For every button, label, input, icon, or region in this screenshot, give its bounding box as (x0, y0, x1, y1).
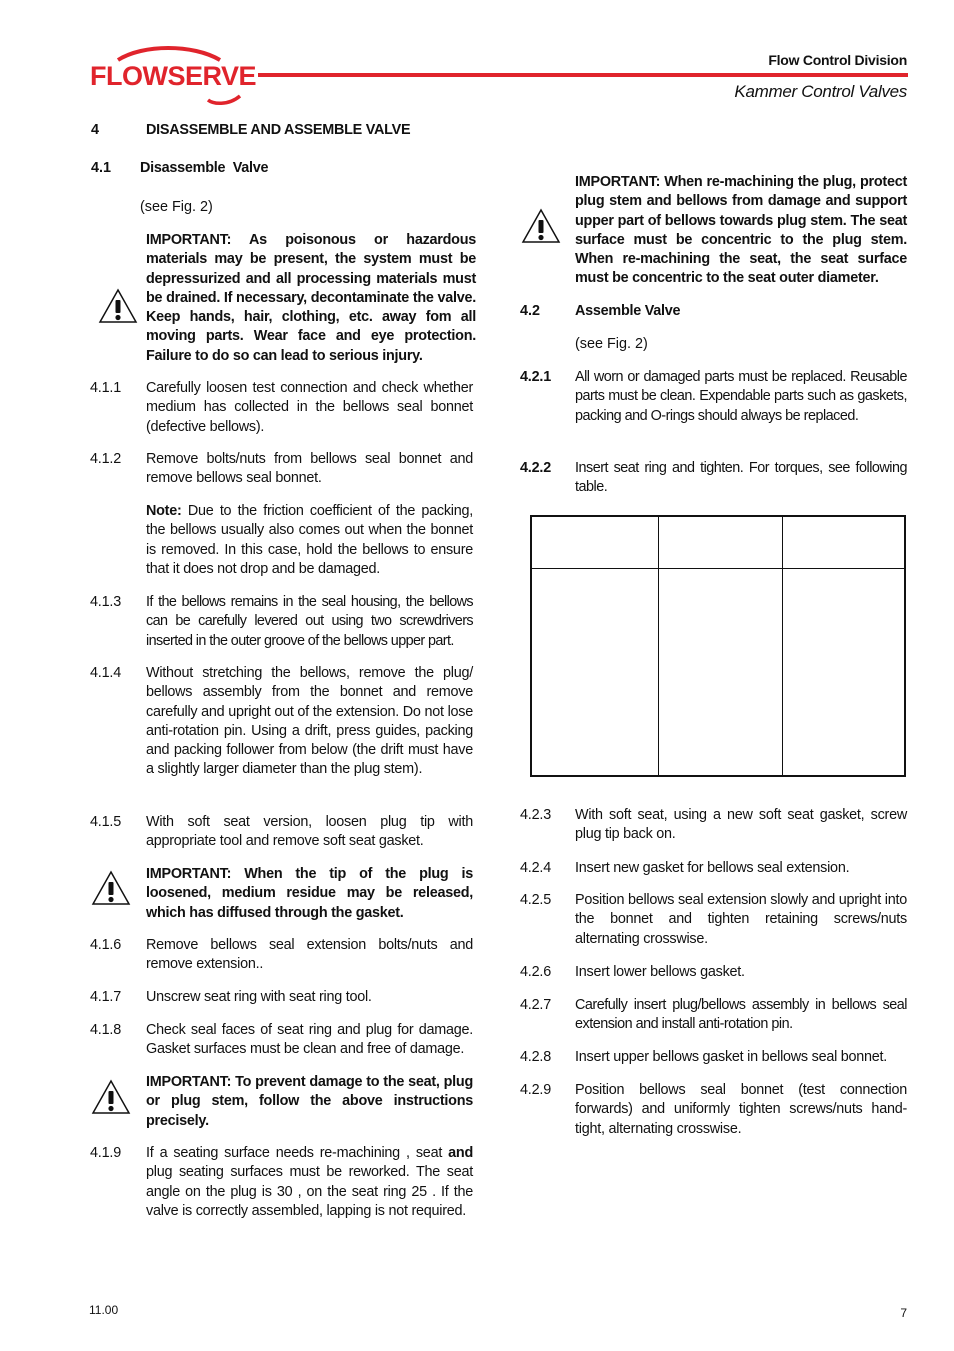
step-number: 4.1.2 (90, 451, 122, 467)
step-text: Carefully insert plug/bellows assembly in bellows seal extension and install anti-rotation pin. (575, 997, 907, 1033)
step-number: 4.2.6 (520, 964, 552, 980)
step-number: 4.1.6 (90, 937, 122, 953)
step-text: With soft seat version, loosen plug tip with appropriate tool and remove soft seat gasket. (146, 814, 473, 850)
step-text: Position bellows seal extension slowly and upright into the bonnet and tighten retaining screws/nuts alternating crosswise. (575, 892, 907, 947)
step-number: 4.1.9 (90, 1145, 122, 1161)
step-text: Unscrew seat ring with seat ring tool. (146, 989, 372, 1005)
step-number: 4.2.2 (520, 460, 552, 476)
step-text-part: plug seating surfaces must be reworked. The seat angle on the plug is 30 , on the seat ring 25 . If the valve is correctly assembled, lapping is not required. (146, 1164, 473, 1219)
subsection-number: 4.1 (91, 160, 112, 176)
warning-icon (521, 208, 561, 244)
warning-text: IMPORTANT: To prevent damage to the seat, plug or plug stem, follow the above instructions precisely. (146, 1074, 473, 1129)
see-fig-text: (see Fig. 2) (140, 199, 213, 215)
table-column-divider (658, 517, 659, 775)
warning-icon (91, 1079, 131, 1115)
step-number: 4.2.1 (520, 369, 552, 385)
logo-text: FLOWSERVE (90, 61, 257, 91)
torque-table (530, 515, 906, 777)
step-text (146, 1144, 473, 1221)
step-text: If the bellows remains in the seal housing, the bellows can be carefully levered out using two screwdrivers inserted in the outer groove of the bellows upper part. (146, 594, 473, 649)
table-column-divider (782, 517, 783, 775)
table-header-divider (532, 568, 904, 569)
see-fig-text: (see Fig. 2) (575, 336, 648, 352)
section-title: DISASSEMBLE AND ASSEMBLE VALVE (146, 122, 411, 138)
section-number: 4 (91, 122, 100, 138)
step-number: 4.2.8 (520, 1049, 552, 1065)
step-text: Insert upper bellows gasket in bellows seal bonnet. (575, 1049, 888, 1065)
step-number: 4.2.9 (520, 1082, 552, 1098)
step-text: Insert new gasket for bellows seal extension. (575, 860, 850, 876)
footer-date: 11.00 (89, 1303, 119, 1317)
header-rule (258, 73, 908, 77)
step-text-part: If a seating surface needs re-machining , seat (146, 1145, 449, 1161)
division-label: Flow Control Division (768, 52, 907, 68)
warning-text: IMPORTANT: As poisonous or hazardous materials may be present, the system must be depressurized and all processing materials must be drained. If necessary, decontaminate the valve. Keep hands, hair, clothing, etc. away fom all moving parts. Wear face and eye protection. Failure to do so can lead to serious injury. (146, 232, 476, 364)
step-text: Carefully loosen test connection and check whether medium has collected in the bellows seal bonnet (defective bellows). (146, 380, 473, 435)
warning-icon (91, 870, 131, 906)
step-number: 4.1.4 (90, 665, 122, 681)
step-text: Remove bellows seal extension bolts/nuts and remove extension.. (146, 937, 473, 973)
step-text: Remove bolts/nuts from bellows seal bonnet and remove bellows seal bonnet. (146, 451, 473, 487)
step-text: Check seal faces of seat ring and plug for damage. Gasket surfaces must be clean and free of damage. (146, 1022, 473, 1058)
step-number: 4.1.8 (90, 1022, 122, 1038)
warning-text: IMPORTANT: When the tip of the plug is loosened, medium residue may be released, which has diffused through the gasket. (146, 866, 473, 921)
note-label: Note: (146, 503, 182, 519)
step-text: Insert lower bellows gasket. (575, 964, 745, 980)
subsection-number: 4.2 (520, 303, 541, 319)
step-text: Without stretching the bellows, remove the plug/ bellows assembly from the bonnet and remove carefully and upright out of the extension. Do not lose anti-rotation pin. Using a drift, press guides, packing and packing follower from below (the drift must have a slightly larger diameter than the plug stem). (146, 665, 473, 778)
step-text: Insert seat ring and tighten. For torques, see following table. (575, 460, 907, 496)
step-number: 4.2.4 (520, 860, 552, 876)
product-label: Kammer Control Valves (734, 82, 907, 101)
step-number: 4.1.5 (90, 814, 122, 830)
step-text: Position bellows seal bonnet (test connection forwards) and uniformly tighten screws/nuts hand-tight, alternating crosswise. (575, 1082, 907, 1137)
subsection-title: Assemble Valve (575, 303, 681, 319)
page-number: 7 (900, 1306, 907, 1320)
note-paragraph (146, 502, 473, 579)
step-number: 4.1.3 (90, 594, 122, 610)
note-text: Due to the friction coefficient of the packing, the bellows usually also comes out when the bonnet is removed. In this case, hold the bellows to ensure that it does not drop and be damaged. (146, 503, 473, 577)
step-text: With soft seat, using a new soft seat gasket, screw plug tip back on. (575, 807, 907, 843)
step-number: 4.1.1 (90, 380, 122, 396)
step-text: All worn or damaged parts must be replaced. Reusable parts must be clean. Expendable parts such as gaskets, packing and O-rings should always be replaced. (575, 369, 907, 424)
step-number: 4.2.5 (520, 892, 552, 908)
step-text-bold: and (448, 1145, 473, 1161)
warning-icon (98, 288, 138, 324)
step-number: 4.1.7 (90, 989, 122, 1005)
step-number: 4.2.3 (520, 807, 552, 823)
step-number: 4.2.7 (520, 997, 552, 1013)
warning-text: IMPORTANT: When re-machining the plug, protect plug stem and bellows from damage and support upper part of bellows towards plug stem. The seat surface must be concentric to the plug stem. When re-machining the seat, the seat surface must be concentric to the seat outer diameter. (575, 174, 907, 287)
subsection-title: Disassemble Valve (140, 160, 269, 176)
